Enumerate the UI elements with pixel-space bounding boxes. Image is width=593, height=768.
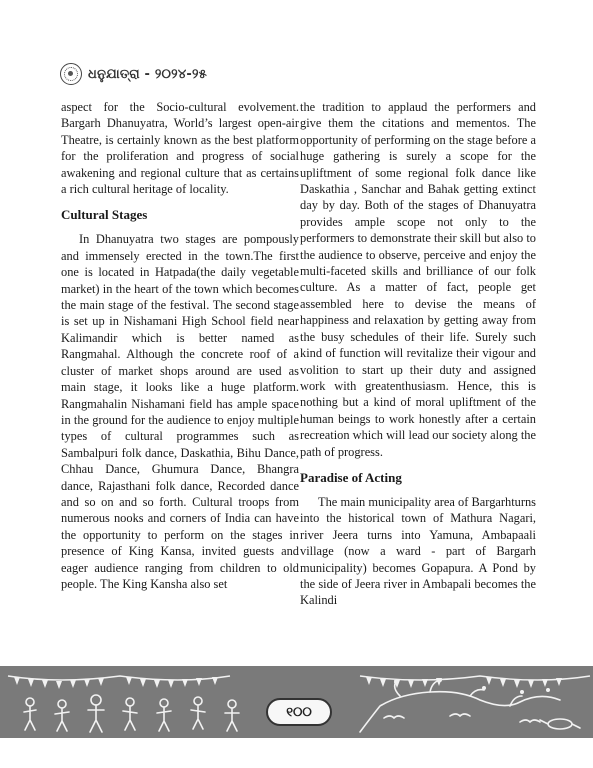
page-number-badge — [266, 698, 332, 726]
left-text-column — [61, 99, 299, 592]
emblem-logo — [60, 63, 82, 85]
right-paragraph-1: the tradition to applaud the performers and give them the citations and mementos. The opportunity of performing on the stage before a huge gathering is surely a scope for the upliftment of some regional folk dance like Daskathia , Sanchar and Bahak getting extinct day by day. Both of the stages of Dhanuyatra provides ample scope not only to the performers to demonstrate their skill but also to the audience to observe, perceive and enjoy the multi-faceted skills and brilliance of our folk culture. As a matter of fact, people get assembled here to devise the means of happiness and relaxation by getting away from the busy schedules of their life. Surely such kind of function will revitalize their vigour and volition to start up their duty and assigned work with greatenthusiasm. Hence, this is nothing but a kind of moral upliftment of the human beings to work honestly after a certain recreation which will lead our society along the path of progress. — [300, 100, 536, 459]
left-paragraph-1: aspect for the Socio-cultural evolvement. Bargarh Dhanuyatra, World’s largest open-air Theatre, is certainly known as the best platform for the proliferation and progress of social awakening and regional culture that as certains a rich cultural heritage of locality. — [61, 100, 299, 197]
page-number: ୧୦୦ — [286, 704, 312, 720]
section-heading-paradise-of-acting: Paradise of Acting — [300, 469, 402, 485]
left-paragraph-2: In Dhanuyatra two stages are pompously and immensely erected in the town.The first one is located in Hatpada(the daily vegetable market) in the heart of the town which becomes the main stage of the festival. The second stage is set up in Nishamani High School field near Kalimandir which is better named as Rangmahal. Although the concrete roof of a cluster of market shops around are used as main stage, it looks like a huge platform. Rangmahalin Nishamani field has ample space in the ground for the audience to enjoy multiple types of cultural programmes such as Sambalpuri folk dance, Daskathia, Bihu Dance, Chhau Dance, Ghumura Dance, Bhangra dance, Rajasthani folk dance, Recorded dance and so on and so forth. Cultural troops from numerous nooks and corners of India can have the opportunity to perform on the stages in presence of King Kansa, invited guests and eager audience ranging from children to old people. The King Kansha also set — [61, 232, 299, 591]
right-paragraph-2: The main municipality area of Bargarhturns into the historical town of Mathura Nagari, river Jeera turns into Yamuna, Ambapaali village (now a ward - part of Bargarh municipality) becomes Gopapura. A Pond by the side of Jeera river in Ambapali becomes the Kalindi — [300, 494, 536, 608]
right-text-column — [300, 99, 536, 609]
header-title: ଧନୁଯାତ୍ରା - ୨୦୨୪-୨୫ — [88, 66, 207, 82]
section-heading-cultural-stages: Cultural Stages — [61, 207, 148, 223]
running-header — [60, 61, 207, 87]
